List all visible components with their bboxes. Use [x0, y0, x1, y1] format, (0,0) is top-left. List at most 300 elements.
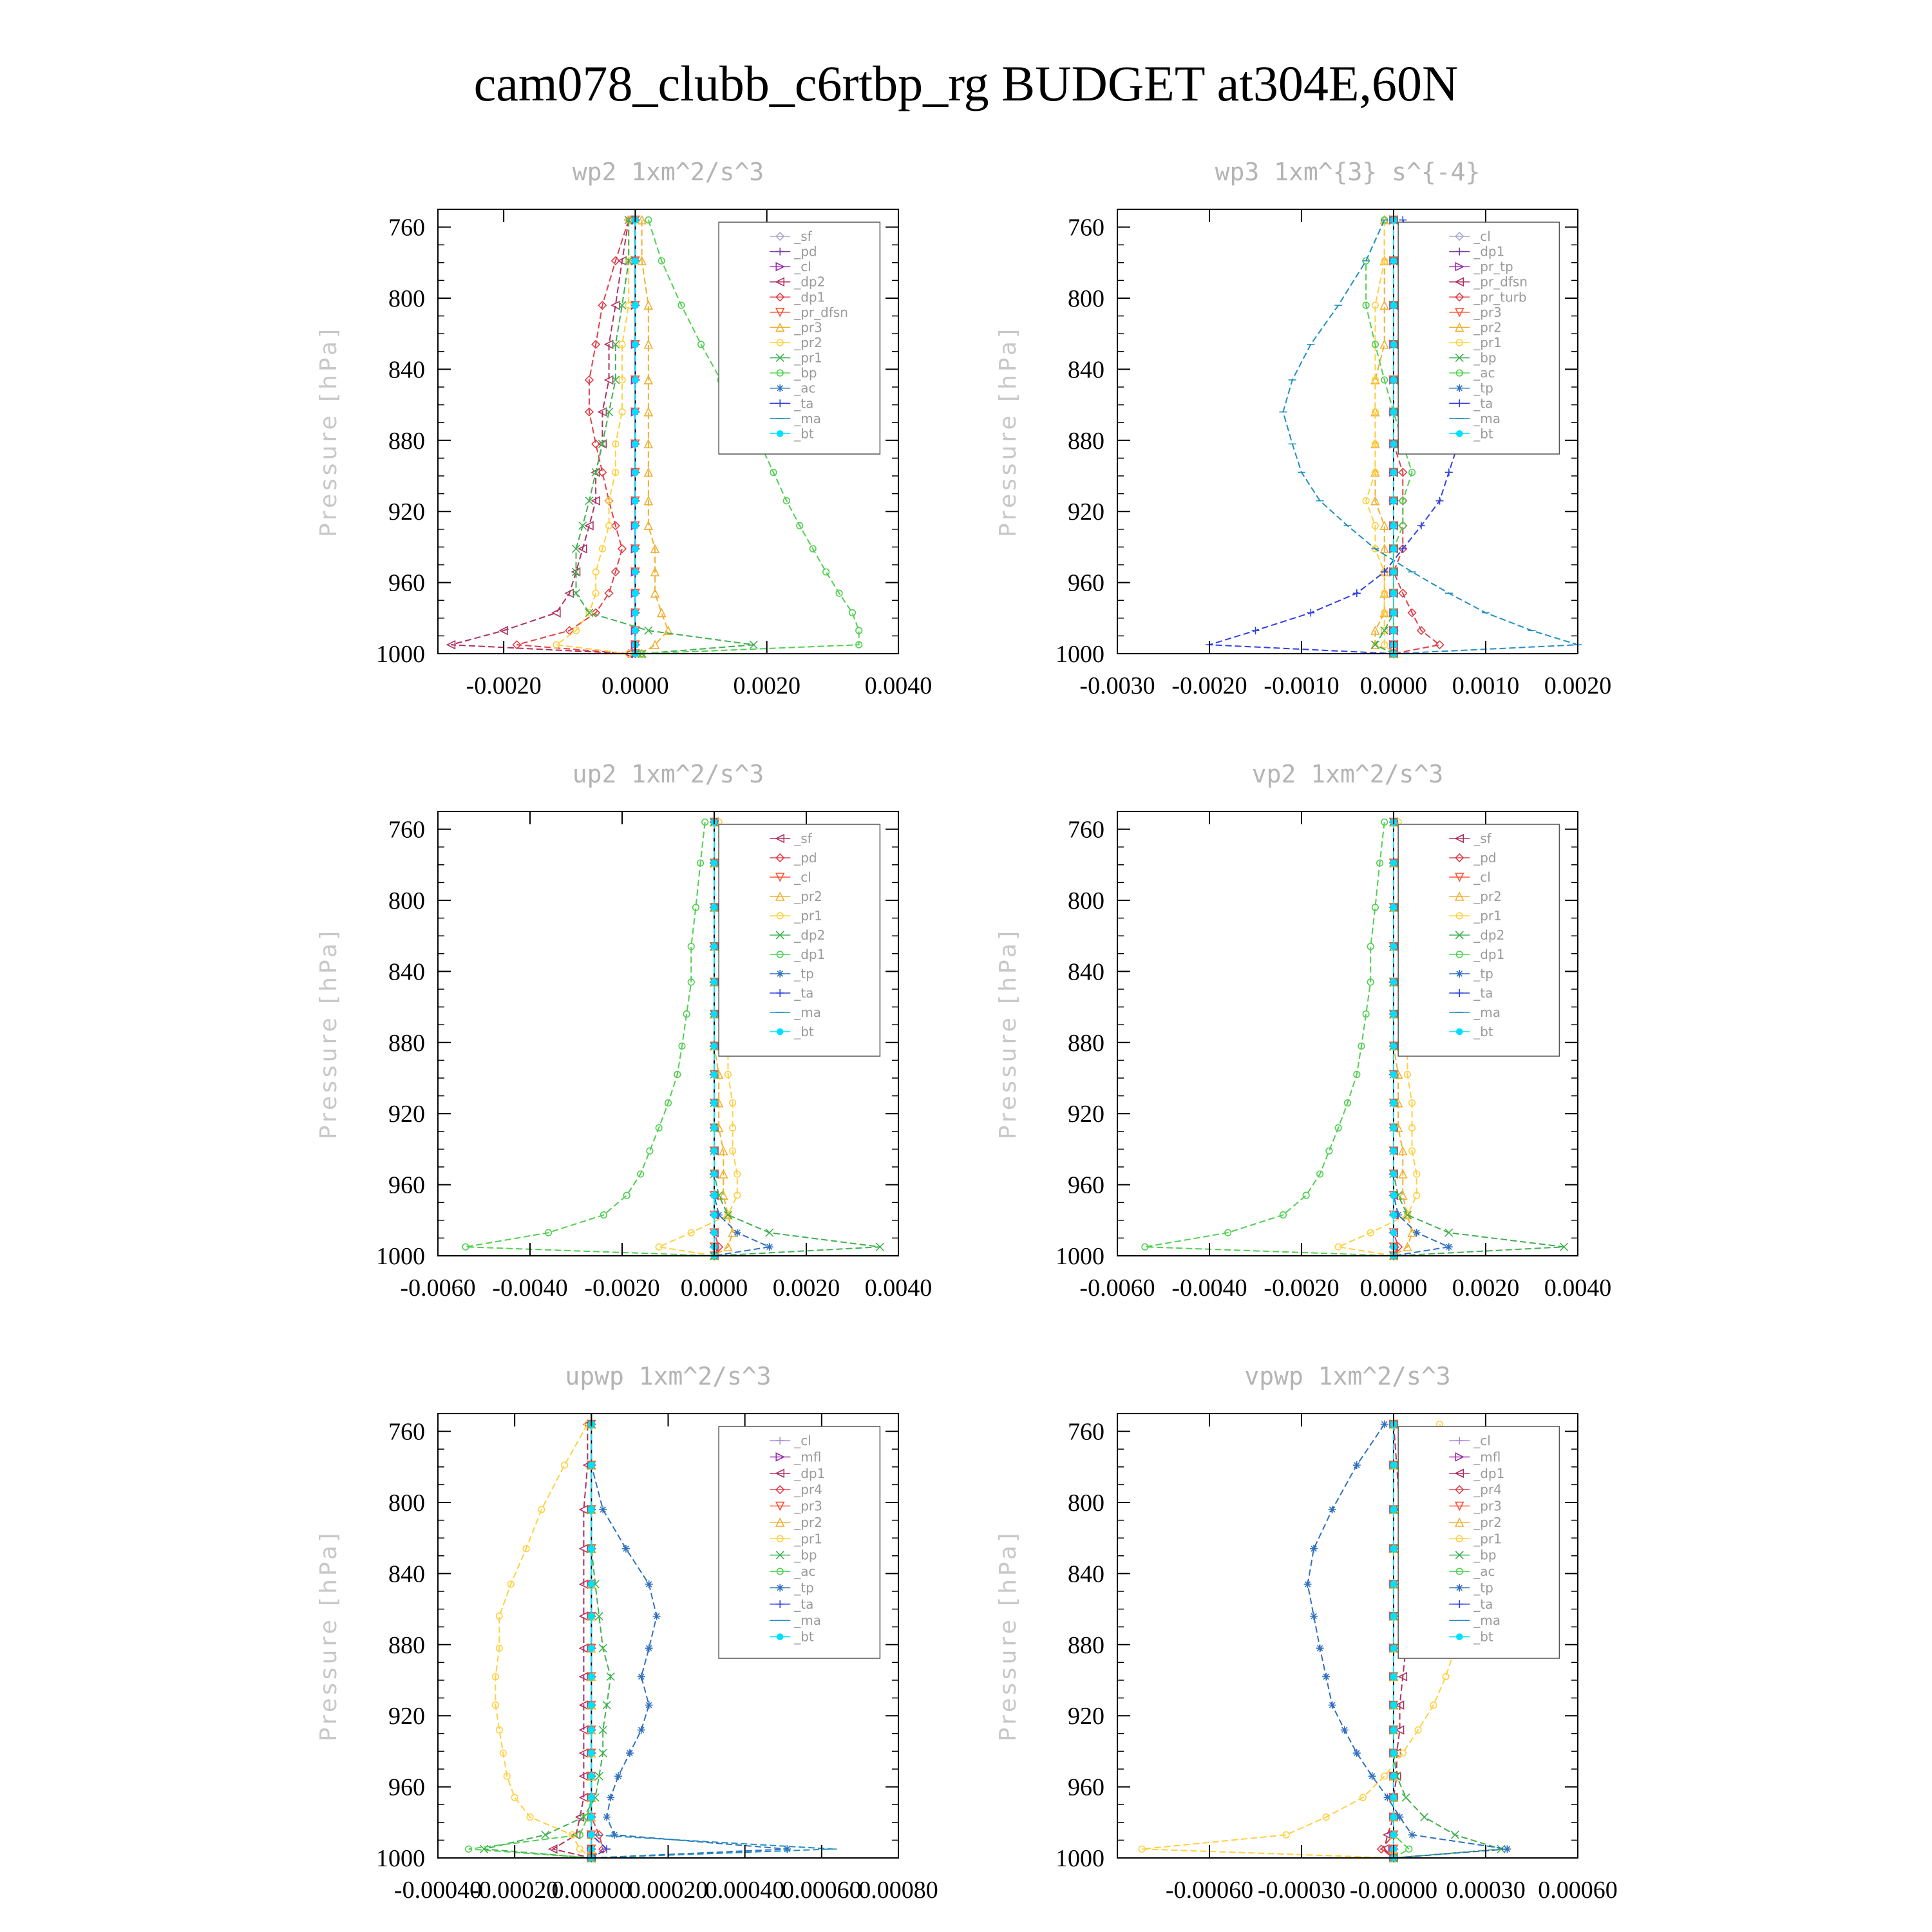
x-tick-label: -0.00020 [471, 1877, 559, 1904]
legend-label: _bt [1473, 1629, 1493, 1645]
series-bt [1390, 819, 1397, 1259]
plot-panel-3 [995, 760, 1611, 1302]
legend-marker [1455, 384, 1463, 392]
plot-panel-4 [316, 1362, 938, 1904]
data-point [1406, 1846, 1412, 1852]
x-tick-label: 0.0040 [864, 1274, 933, 1302]
data-point [1353, 589, 1361, 597]
data-point [766, 1243, 773, 1251]
y-tick-label: 920 [1068, 1101, 1104, 1128]
data-point [647, 1148, 653, 1154]
legend-label: _dp2 [1473, 927, 1505, 943]
series-line [556, 220, 629, 654]
legend-marker [776, 384, 784, 392]
data-point [1390, 1613, 1397, 1620]
data-point [1390, 943, 1397, 950]
legend-marker [777, 431, 783, 437]
y-tick-label: 760 [388, 1418, 425, 1446]
legend-label: _pr2 [1473, 1514, 1502, 1530]
data-point [711, 1171, 717, 1177]
data-point [589, 1832, 595, 1838]
data-point [1390, 469, 1397, 476]
legend-label: _bp [1473, 1547, 1497, 1563]
legend-label: _pr1 [794, 908, 822, 923]
legend-label: _sf [794, 229, 812, 244]
y-tick-label: 960 [388, 569, 425, 597]
data-point [711, 1148, 717, 1154]
legend-label: _bt [794, 1629, 814, 1645]
data-point [1390, 1043, 1397, 1050]
data-point [1252, 627, 1260, 634]
y-tick-label: 880 [1068, 1029, 1104, 1057]
data-point [1390, 1832, 1397, 1838]
legend-label: _ac [1473, 365, 1495, 381]
data-point [711, 1072, 717, 1078]
legend-label: _pr3 [794, 319, 822, 336]
data-point [1390, 1212, 1397, 1218]
data-point [1329, 1506, 1336, 1513]
y-tick-label: 800 [1068, 1490, 1104, 1517]
y-tick-label: 840 [1068, 356, 1104, 384]
data-point [614, 1772, 622, 1780]
legend-label: _mfl [794, 1449, 822, 1465]
legend-label: _pr2 [794, 1514, 822, 1530]
data-point [711, 904, 717, 911]
legend-label: _cl [1473, 869, 1491, 885]
series-pr2 [553, 217, 632, 657]
data-point [618, 545, 626, 553]
y-tick-label: 840 [388, 958, 425, 986]
data-point [553, 609, 560, 617]
legend-label: _pr_dfsn [1473, 274, 1528, 290]
series-pr3 [638, 216, 672, 658]
x-tick-label: 0.00080 [858, 1877, 938, 1904]
x-tick-label: 0.0020 [772, 1274, 840, 1302]
data-point [711, 1100, 717, 1106]
data-point [623, 1192, 630, 1198]
legend-label: _sf [1473, 831, 1492, 846]
legend-label: _bt [794, 426, 814, 442]
plot-panel-5 [995, 1362, 1618, 1904]
data-point [626, 1749, 634, 1757]
data-point [589, 1506, 595, 1513]
data-point [589, 1702, 595, 1709]
y-tick-label: 840 [388, 1560, 425, 1588]
x-tick-label: -0.00000 [1349, 1877, 1438, 1904]
y-tick-label: 760 [388, 816, 425, 844]
series-dp1 [513, 216, 633, 658]
legend-label: _tp [1473, 1580, 1493, 1596]
legend-label: _cl [794, 869, 811, 885]
data-point [589, 1814, 595, 1821]
x-tick-label: -0.0040 [1171, 1274, 1247, 1302]
data-point [1353, 1749, 1361, 1757]
data-point [1390, 569, 1397, 575]
data-point [711, 979, 717, 985]
data-point [1307, 609, 1314, 617]
legend-label: _mfl [1473, 1449, 1501, 1465]
data-point [1390, 1814, 1397, 1821]
data-point [1390, 1124, 1397, 1131]
data-point [1390, 1100, 1397, 1106]
legend-label: _ma [1473, 1613, 1501, 1629]
y-tick-label: 960 [1068, 1774, 1104, 1801]
data-point [1329, 1701, 1336, 1709]
data-point [589, 1462, 595, 1468]
y-tick-label: 880 [1068, 1631, 1104, 1659]
y-tick-label: 840 [1068, 958, 1104, 986]
legend-label: _pr1 [1473, 335, 1502, 350]
y-tick-label: 960 [388, 1171, 425, 1199]
data-point [1390, 1674, 1397, 1680]
legend-marker [776, 970, 784, 978]
series-line [469, 1425, 592, 1858]
legend-label: _pr_turb [1473, 289, 1527, 305]
y-axis-label: Pressure [hPa] [316, 927, 342, 1140]
data-point [1503, 1845, 1511, 1853]
legend-label: _pr1 [794, 350, 822, 366]
y-tick-label: 760 [1068, 816, 1104, 844]
legend-label: _ta [1473, 985, 1493, 1001]
x-tick-label: 0.00040 [705, 1877, 785, 1904]
data-point [1310, 1613, 1318, 1620]
plot-title: vpwp 1xm^2/s^3 [1244, 1362, 1451, 1390]
legend-label: _pr4 [794, 1482, 822, 1498]
data-point [1390, 1750, 1397, 1756]
data-point [766, 1229, 773, 1236]
data-point [589, 1674, 595, 1680]
x-tick-label: -0.0020 [584, 1274, 660, 1302]
data-point [562, 1462, 568, 1468]
data-point [632, 302, 639, 308]
y-tick-label: 1000 [1056, 1845, 1104, 1872]
data-point [1390, 1148, 1397, 1154]
data-point [1402, 1794, 1410, 1801]
data-point [632, 377, 639, 383]
x-tick-label: 0.0040 [864, 672, 933, 699]
series-bt [711, 819, 717, 1259]
x-tick-label: 0.00060 [782, 1877, 862, 1904]
series-line [517, 220, 629, 654]
legend-label: _tp [1473, 380, 1493, 396]
data-point [1390, 979, 1397, 985]
legend [1398, 1426, 1559, 1658]
data-point [632, 469, 639, 476]
data-point [1390, 302, 1397, 308]
data-point [1390, 1229, 1397, 1236]
plot-title: upwp 1xm^2/s^3 [565, 1362, 772, 1390]
series-bt [589, 1421, 595, 1861]
x-tick-label: -0.0020 [1171, 672, 1247, 699]
y-axis-label: Pressure [hPa] [316, 1530, 342, 1742]
data-point [632, 569, 639, 575]
data-point [632, 409, 639, 415]
data-point [645, 1580, 653, 1588]
data-point [1353, 1461, 1361, 1469]
y-tick-label: 800 [388, 1490, 425, 1517]
series-line [591, 1425, 607, 1858]
legend-marker [777, 1634, 783, 1640]
data-point [632, 498, 639, 504]
data-point [849, 610, 856, 616]
x-tick-label: -0.0010 [1264, 672, 1340, 699]
data-point [1413, 1229, 1421, 1236]
y-tick-label: 920 [388, 498, 425, 526]
data-point [653, 1613, 661, 1620]
data-point [1390, 1011, 1397, 1018]
series-line [1381, 1425, 1394, 1858]
legend-label: _bt [794, 1024, 814, 1039]
legend-label: _bp [794, 1547, 817, 1563]
y-tick-label: 1000 [376, 641, 425, 668]
data-point [622, 1545, 630, 1553]
legend-label: _pr1 [1473, 908, 1502, 923]
data-point [1390, 377, 1397, 383]
y-tick-label: 880 [388, 427, 425, 455]
series-bt [1390, 1421, 1397, 1861]
legend-label: _cl [1473, 1433, 1491, 1448]
plot-title: up2 1xm^2/s^3 [572, 760, 764, 788]
data-point [1310, 1545, 1318, 1553]
data-point [1322, 1672, 1330, 1680]
x-tick-label: 0.00060 [1538, 1877, 1618, 1904]
legend-marker [1455, 970, 1463, 978]
legend-label: _ma [1473, 410, 1501, 426]
series-line [553, 1425, 592, 1858]
legend-label: _dp2 [794, 927, 826, 943]
legend-label: _tp [1473, 966, 1493, 981]
legend-label: _pr2 [1473, 889, 1502, 904]
series-bt [632, 217, 639, 657]
data-point [589, 1546, 595, 1552]
y-tick-label: 960 [1068, 1171, 1104, 1199]
data-point [1381, 1773, 1388, 1779]
data-point [1443, 1674, 1449, 1680]
legend-label: _ma [794, 1005, 821, 1020]
data-point [1445, 468, 1453, 476]
legend-label: _bp [1473, 350, 1497, 366]
x-tick-label: 0.0000 [601, 672, 669, 699]
legend-label: _dp1 [794, 289, 826, 305]
data-point [1316, 1644, 1324, 1652]
legend [719, 824, 880, 1056]
data-point [1421, 1814, 1428, 1821]
legend-label: _pr_dfsn [794, 304, 848, 320]
legend-label: _pd [794, 850, 817, 866]
data-point [611, 1831, 618, 1839]
data-point [632, 522, 639, 529]
y-tick-label: 840 [1068, 1560, 1104, 1588]
data-point [511, 1794, 518, 1801]
legend-label: _pr3 [1473, 1498, 1502, 1514]
y-tick-label: 920 [388, 1703, 425, 1730]
x-tick-label: -0.0060 [400, 1274, 476, 1302]
legend-label: _pr3 [794, 1498, 822, 1514]
series-pr1 [493, 1421, 595, 1861]
data-point [599, 1506, 607, 1513]
data-point [1303, 1192, 1309, 1198]
legend-label: _ac [794, 1564, 816, 1580]
legend-label: _ta [1473, 1596, 1493, 1612]
y-tick-label: 800 [1068, 887, 1104, 914]
data-point [1390, 904, 1397, 911]
data-point [632, 627, 639, 634]
y-tick-label: 920 [1068, 498, 1104, 526]
data-point [1445, 1229, 1453, 1236]
legend-label: _tp [794, 966, 814, 981]
x-tick-label: 0.0020 [733, 672, 800, 699]
legend [1398, 824, 1559, 1056]
y-axis-label: Pressure [hPa] [995, 927, 1021, 1140]
data-point [1390, 1462, 1397, 1468]
series-line [591, 1425, 603, 1858]
data-point [542, 1831, 549, 1839]
legend-label: _bt [1473, 1024, 1493, 1039]
legend-label: _cl [794, 1433, 811, 1448]
x-tick-label: 0.0000 [680, 1274, 748, 1302]
data-point [1445, 1243, 1453, 1251]
data-point [711, 943, 717, 950]
data-point [605, 589, 613, 597]
series-line [1366, 220, 1394, 654]
legend-label: _pr2 [794, 889, 822, 904]
data-point [734, 1229, 741, 1236]
data-point [711, 1212, 717, 1218]
legend-marker [1456, 431, 1463, 437]
y-tick-label: 800 [1068, 285, 1104, 312]
data-point [1390, 627, 1397, 634]
y-tick-label: 1000 [376, 1845, 425, 1872]
data-point [1304, 1580, 1312, 1588]
y-tick-label: 760 [1068, 214, 1104, 242]
data-point [823, 569, 829, 575]
data-point [1390, 341, 1397, 348]
data-point [1408, 1831, 1416, 1839]
plot-panel-0 [316, 158, 932, 699]
plot-title: wp3 1xm^{3} s^{-4} [1215, 158, 1481, 186]
legend-marker [777, 1028, 783, 1035]
series-line [1145, 822, 1394, 1256]
data-point [589, 1750, 595, 1756]
data-point [1390, 258, 1397, 264]
legend [719, 222, 880, 454]
x-tick-label: 0.00020 [628, 1877, 708, 1904]
data-point [711, 1011, 717, 1018]
data-point [1390, 1506, 1397, 1513]
data-point [1390, 522, 1397, 529]
x-tick-label: -0.00060 [1165, 1877, 1254, 1904]
data-point [1390, 1171, 1397, 1177]
data-point [589, 1727, 595, 1733]
data-point [1390, 1794, 1397, 1801]
data-point [589, 1794, 595, 1801]
x-tick-label: 0.0000 [1359, 1274, 1428, 1302]
y-tick-label: 1000 [1056, 641, 1104, 668]
y-tick-label: 1000 [376, 1243, 425, 1270]
data-point [1390, 1072, 1397, 1078]
x-tick-label: -0.0040 [492, 1274, 568, 1302]
data-point [589, 1773, 595, 1779]
data-point [1390, 860, 1397, 866]
legend-label: _tp [794, 1580, 814, 1596]
data-point [1390, 409, 1397, 415]
legend-label: _ac [1473, 1564, 1495, 1580]
data-point [607, 1794, 614, 1801]
x-tick-label: -0.00030 [1257, 1877, 1346, 1904]
legend-label: _pr3 [1473, 304, 1502, 320]
data-point [589, 1581, 595, 1587]
x-tick-label: 0.0010 [1452, 672, 1520, 699]
data-point [632, 610, 639, 616]
legend-label: _cl [1473, 229, 1491, 244]
x-tick-label: 0.0020 [1452, 1274, 1520, 1302]
y-tick-label: 760 [1068, 1418, 1104, 1446]
y-tick-label: 920 [388, 1101, 425, 1128]
legend-label: _dp1 [1473, 947, 1505, 962]
data-point [1390, 498, 1397, 504]
data-point [1390, 1645, 1397, 1652]
legend-label: _ta [1473, 395, 1493, 412]
legend-label: _pr4 [1473, 1482, 1502, 1498]
y-axis-label: Pressure [hPa] [995, 1530, 1021, 1742]
data-point [1390, 1546, 1397, 1552]
y-axis-label: Pressure [hPa] [316, 325, 342, 538]
data-point [1390, 1773, 1397, 1779]
data-point [658, 609, 665, 617]
legend-label: _dp2 [794, 274, 826, 290]
data-point [603, 1814, 611, 1821]
y-tick-label: 800 [388, 285, 425, 312]
x-tick-label: 0.0040 [1544, 1274, 1612, 1302]
legend-label: _dp1 [1473, 243, 1505, 260]
series-dp1 [462, 819, 717, 1259]
data-point [599, 1644, 607, 1652]
series-line [466, 822, 714, 1256]
data-point [711, 1124, 717, 1131]
series-dp1 [1142, 819, 1397, 1259]
data-point [632, 441, 639, 448]
y-axis-label: Pressure [hPa] [995, 325, 1021, 538]
data-point [1381, 1421, 1388, 1428]
legend-label: _ma [794, 1613, 821, 1629]
data-point [711, 1043, 717, 1050]
data-point [589, 1645, 595, 1652]
legend-label: _pr2 [794, 335, 822, 350]
plot-title: vp2 1xm^2/s^3 [1251, 760, 1444, 788]
legend-label: _cl [794, 259, 811, 275]
data-point [1451, 1831, 1459, 1839]
y-tick-label: 880 [388, 1029, 425, 1057]
data-point [577, 1846, 583, 1852]
series-bt [1390, 217, 1397, 657]
legend-label: _sf [794, 831, 812, 846]
legend-label: _ma [1473, 1005, 1501, 1020]
data-point [632, 341, 639, 348]
legend-label: _pd [794, 243, 817, 260]
data-point [632, 590, 639, 596]
x-tick-label: 0.00030 [1446, 1877, 1526, 1904]
data-point [1390, 590, 1397, 596]
legend-label: _pr1 [1473, 1531, 1502, 1547]
y-tick-label: 880 [1068, 427, 1104, 455]
data-point [1390, 441, 1397, 448]
legend-marker [1456, 1634, 1463, 1640]
x-tick-label: -0.0030 [1079, 672, 1155, 699]
x-tick-label: -0.0020 [466, 672, 542, 699]
data-point [1326, 1148, 1332, 1154]
legend-marker [776, 1584, 784, 1591]
data-point [1390, 1702, 1397, 1709]
